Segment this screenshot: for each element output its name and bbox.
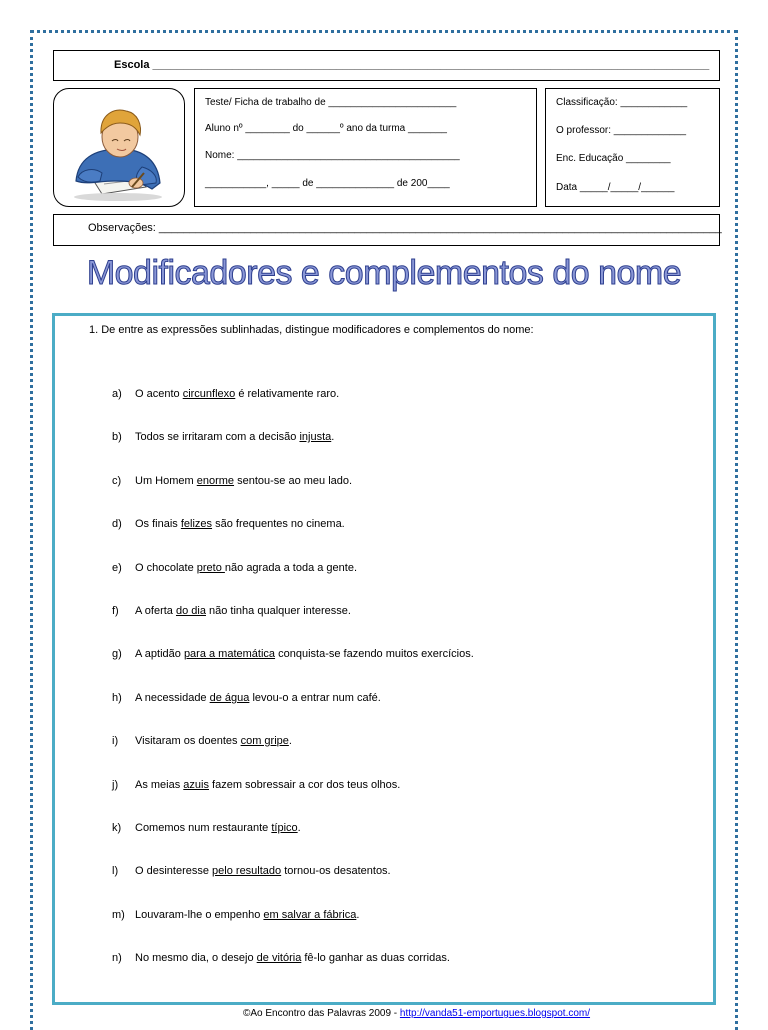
underlined-expression: circunflexo [182, 388, 236, 400]
underlined-expression: de vitória [256, 952, 302, 964]
list-item [112, 735, 292, 747]
classification-field: Classificação: ____________ [556, 97, 688, 108]
list-item [112, 388, 339, 400]
list-item [112, 562, 357, 574]
item-letter: j) [112, 779, 119, 791]
underlined-expression: enorme [196, 475, 235, 487]
list-item [112, 605, 351, 617]
list-item [112, 779, 400, 791]
school-label: Escola [114, 59, 150, 71]
classification-box [545, 88, 720, 207]
item-text-after: fazem sobressair a cor dos teus olhos. [208, 779, 401, 791]
item-letter: f) [112, 605, 119, 617]
list-item [112, 692, 381, 704]
teacher-field: O professor: _____________ [556, 125, 687, 136]
underlined-expression: do dia [175, 605, 206, 617]
underlined-expression: em salvar a fábrica [263, 909, 357, 921]
guardian-field: Enc. Educação ________ [556, 153, 671, 164]
underlined-expression: preto [196, 562, 225, 574]
item-text-after: é relativamente raro. [235, 388, 340, 400]
underlined-expression: com gripe [240, 735, 289, 747]
item-text-before: O desinteresse [135, 865, 213, 877]
item-text-before: Comemos num restaurante [135, 822, 272, 834]
school-box [53, 50, 720, 81]
item-text-after: . [297, 822, 301, 834]
worksheet-title: Modificadores e complementos do nome [86, 254, 682, 292]
item-text-after: . [331, 431, 335, 443]
item-text-before: Todos se irritaram com a decisão [135, 431, 300, 443]
underlined-expression: azuis [183, 779, 209, 791]
item-letter: g) [112, 648, 122, 660]
item-text-before: Os finais [135, 518, 181, 530]
list-item [112, 909, 359, 921]
student-number-field: Aluno nº ________ do ______º ano da turma _______ [205, 123, 447, 134]
item-letter: m) [112, 909, 125, 921]
item-letter: n) [112, 952, 122, 964]
underlined-expression: pelo resultado [212, 865, 282, 877]
list-item [112, 475, 352, 487]
item-letter: e) [112, 562, 122, 574]
underlined-expression: para a matemática [183, 648, 276, 660]
item-letter: k) [112, 822, 122, 834]
date-field: Data _____/_____/______ [556, 182, 675, 193]
item-text-after: levou-o a entrar num café. [249, 692, 381, 704]
item-text-after: não agrada a toda a gente. [224, 562, 358, 574]
item-text-before: As meias [135, 779, 184, 791]
item-text-after: . [288, 735, 292, 747]
item-letter: i) [112, 735, 119, 747]
list-item [112, 431, 334, 443]
student-writing-illustration [53, 88, 185, 207]
footer-text: ©Ao Encontro das Palavras 2009 - [243, 1008, 400, 1019]
student-name-field: Nome: ________________________________________ [205, 150, 460, 161]
student-info-box [194, 88, 537, 207]
underlined-expression: injusta [299, 431, 332, 443]
item-text-after: fê-lo ganhar as duas corridas. [301, 952, 450, 964]
date-place-field: ___________, _____ de ______________ de 200____ [205, 178, 450, 189]
item-letter: l) [112, 865, 119, 877]
item-text-before: A aptidão [135, 648, 184, 660]
observations-box [53, 214, 720, 246]
underlined-expression: felizes [180, 518, 213, 530]
item-text-before: Visitaram os doentes [135, 735, 241, 747]
list-item [112, 865, 391, 877]
list-item [112, 648, 474, 660]
item-text-before: No mesmo dia, o desejo [135, 952, 257, 964]
item-letter: d) [112, 518, 122, 530]
student-writing-image [54, 89, 185, 207]
item-text-after: não tinha qualquer interesse. [205, 605, 351, 617]
school-field [114, 59, 709, 71]
underlined-expression: típico [271, 822, 298, 834]
item-text-before: A oferta [135, 605, 176, 617]
item-text-before: O chocolate [135, 562, 197, 574]
list-item [112, 518, 345, 530]
item-text-after: são frequentes no cinema. [212, 518, 345, 530]
item-text-before: Louvaram-lhe o empenho [135, 909, 264, 921]
item-text-after: sentou-se ao meu lado. [234, 475, 353, 487]
item-letter: b) [112, 431, 122, 443]
exercise-box [52, 313, 716, 1005]
footer-link[interactable]: http://vanda51-emportugues.blogspot.com/ [399, 1008, 591, 1019]
school-line: ___________________________________________________________________________________________ [152, 59, 710, 71]
question-text: 1. De entre as expressões sublinhadas, distingue modificadores e complementos do nome: [89, 324, 534, 336]
footer-credit [243, 1008, 590, 1019]
item-text-after: conquista-se fazendo muitos exercícios. [275, 648, 474, 660]
underlined-expression: de água [209, 692, 250, 704]
list-item [112, 822, 301, 834]
item-text-after: tornou-os desatentos. [281, 865, 391, 877]
item-text-before: Um Homem [135, 475, 197, 487]
list-item [112, 952, 450, 964]
item-letter: a) [112, 388, 122, 400]
item-letter: c) [112, 475, 122, 487]
item-text-before: A necessidade [135, 692, 210, 704]
observations-field: Observações: ____________________________________________________________________________________________ [88, 222, 722, 234]
item-text-after: . [356, 909, 360, 921]
item-text-before: O acento [135, 388, 183, 400]
item-letter: h) [112, 692, 122, 704]
test-subject-field: Teste/ Ficha de trabalho de _______________________ [205, 97, 457, 108]
